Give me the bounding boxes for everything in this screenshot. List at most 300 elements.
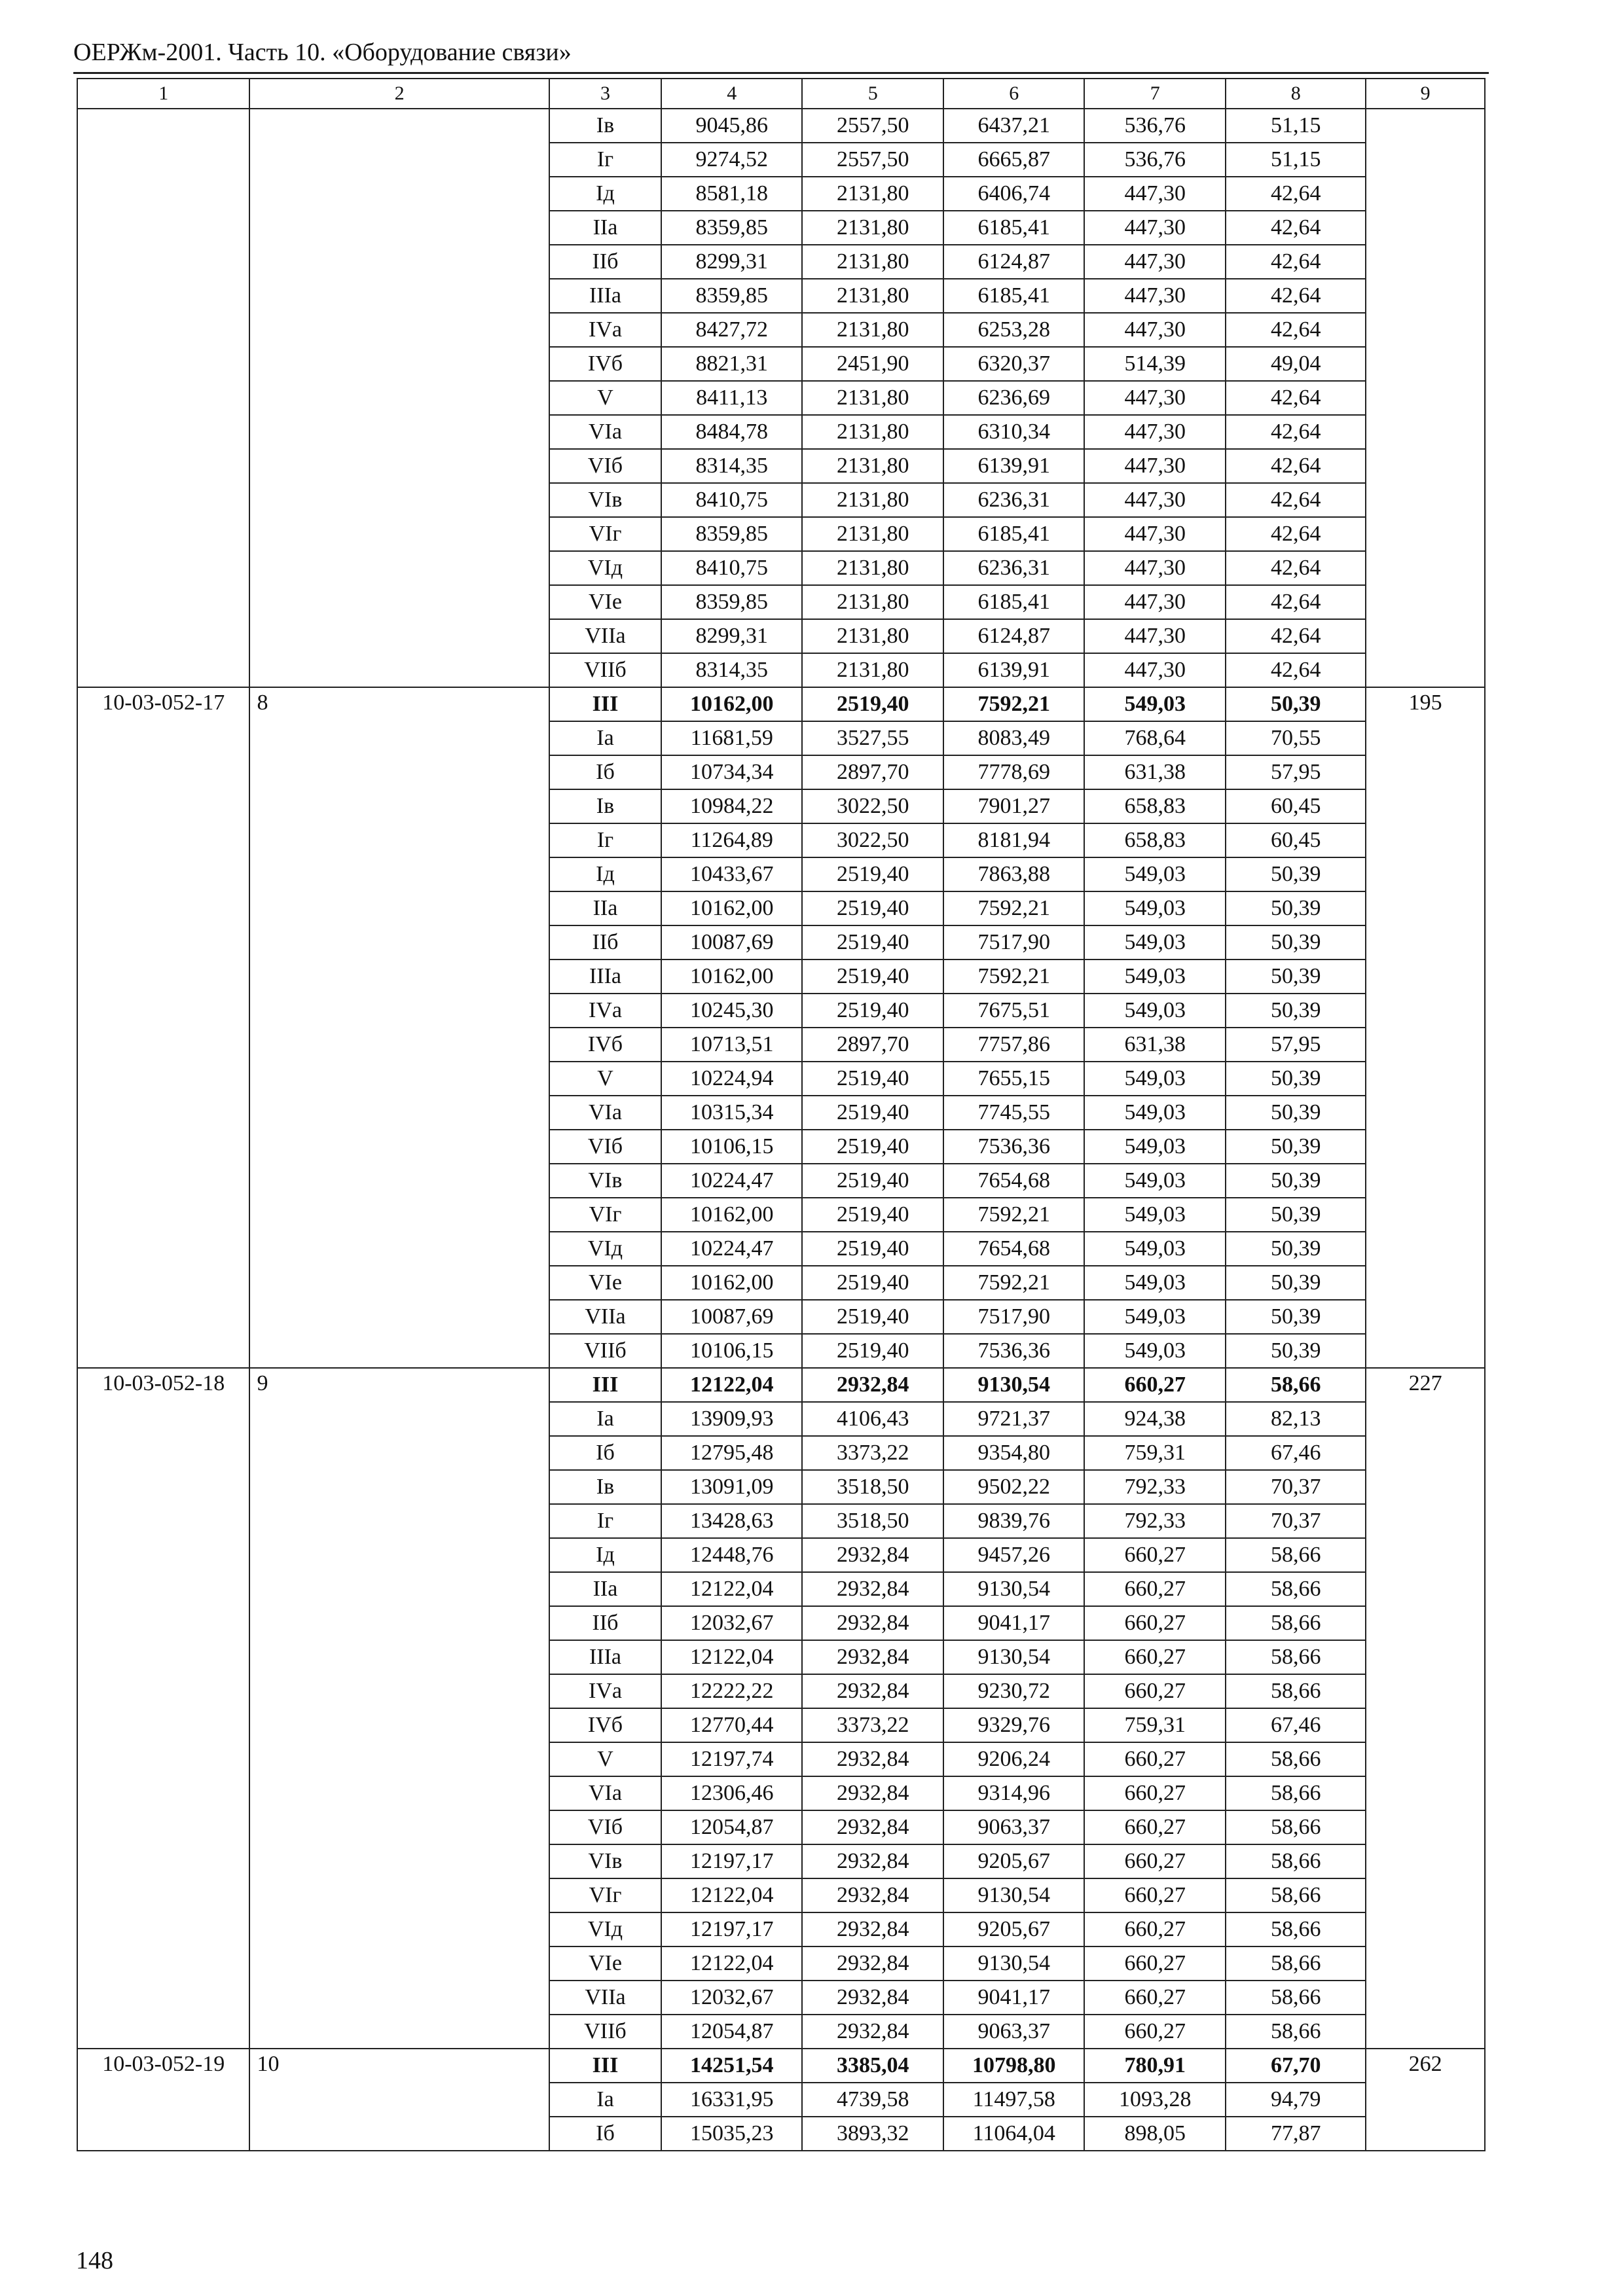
value-cell: 8314,35 [661, 653, 802, 687]
zone-cell: Iг [549, 143, 662, 177]
zone-cell: V [549, 381, 662, 415]
value-cell: 447,30 [1084, 245, 1226, 279]
value-cell: 8484,78 [661, 415, 802, 449]
column-header: 3 [549, 79, 662, 109]
column-header: 6 [943, 79, 1084, 109]
zone-cell: VIIб [549, 653, 662, 687]
value-cell: 6185,41 [943, 585, 1084, 619]
value-cell: 2932,84 [802, 1810, 943, 1844]
value-cell: 447,30 [1084, 313, 1226, 347]
value-cell: 549,03 [1084, 1062, 1226, 1096]
value-cell: 9041,17 [943, 1606, 1084, 1640]
value-cell: 50,39 [1226, 1130, 1366, 1164]
value-cell: 2519,40 [802, 1334, 943, 1368]
value-cell: 2519,40 [802, 994, 943, 1028]
value-cell: 792,33 [1084, 1504, 1226, 1538]
value-cell: 9205,67 [943, 1912, 1084, 1946]
value-cell: 42,64 [1226, 415, 1366, 449]
value-cell: 50,39 [1226, 1096, 1366, 1130]
value-cell: 660,27 [1084, 1844, 1226, 1878]
zone-cell: Iб [549, 1436, 662, 1470]
value-cell: 6236,31 [943, 551, 1084, 585]
value-cell: 42,64 [1226, 381, 1366, 415]
value-cell: 10106,15 [661, 1334, 802, 1368]
value-cell: 7536,36 [943, 1334, 1084, 1368]
zone-cell: IVа [549, 994, 662, 1028]
table-row [77, 687, 1485, 721]
value-cell: 6310,34 [943, 415, 1084, 449]
value-cell: 10162,00 [661, 1198, 802, 1232]
value-cell: 42,64 [1226, 585, 1366, 619]
value-cell: 82,13 [1226, 1402, 1366, 1436]
zone-cell: Iг [549, 1504, 662, 1538]
column-9-cell: 262 [1366, 2049, 1485, 2151]
value-cell: 57,95 [1226, 1028, 1366, 1062]
value-cell: 7655,15 [943, 1062, 1084, 1096]
value-cell: 4739,58 [802, 2083, 943, 2117]
column-9-cell: 195 [1366, 687, 1485, 1368]
value-cell: 2557,50 [802, 109, 943, 143]
value-cell: 549,03 [1084, 1334, 1226, 1368]
zone-cell: Iд [549, 857, 662, 891]
value-cell: 2131,80 [802, 483, 943, 517]
value-cell: 2131,80 [802, 415, 943, 449]
value-cell: 2131,80 [802, 211, 943, 245]
value-cell: 12770,44 [661, 1708, 802, 1742]
value-cell: 60,45 [1226, 823, 1366, 857]
rate-name-cell: 10 [249, 2049, 549, 2151]
value-cell: 6185,41 [943, 517, 1084, 551]
value-cell: 536,76 [1084, 143, 1226, 177]
zone-cell: IIIа [549, 1640, 662, 1674]
value-cell: 11264,89 [661, 823, 802, 857]
value-cell: 94,79 [1226, 2083, 1366, 2117]
table-row [77, 109, 1485, 143]
value-cell: 2131,80 [802, 551, 943, 585]
value-cell: 12122,04 [661, 1878, 802, 1912]
zone-cell: VIб [549, 449, 662, 483]
value-cell: 6236,69 [943, 381, 1084, 415]
value-cell: 10162,00 [661, 891, 802, 925]
value-cell: 6124,87 [943, 245, 1084, 279]
zone-cell: Iв [549, 789, 662, 823]
value-cell: 10224,94 [661, 1062, 802, 1096]
value-cell: 67,46 [1226, 1708, 1366, 1742]
zone-cell: VIIа [549, 1981, 662, 2015]
value-cell: 3385,04 [802, 2049, 943, 2083]
zone-cell: VIIа [549, 1300, 662, 1334]
value-cell: 6320,37 [943, 347, 1084, 381]
value-cell: 660,27 [1084, 1946, 1226, 1981]
value-cell: 7536,36 [943, 1130, 1084, 1164]
value-cell: 9130,54 [943, 1572, 1084, 1606]
value-cell: 50,39 [1226, 1164, 1366, 1198]
zone-cell: III [549, 1368, 662, 1402]
value-cell: 60,45 [1226, 789, 1366, 823]
value-cell: 10224,47 [661, 1232, 802, 1266]
value-cell: 2519,40 [802, 960, 943, 994]
value-cell: 447,30 [1084, 279, 1226, 313]
value-cell: 549,03 [1084, 891, 1226, 925]
value-cell: 8299,31 [661, 245, 802, 279]
value-cell: 2932,84 [802, 1946, 943, 1981]
zone-cell: Iв [549, 1470, 662, 1504]
value-cell: 7745,55 [943, 1096, 1084, 1130]
value-cell: 7517,90 [943, 925, 1084, 960]
value-cell: 8314,35 [661, 449, 802, 483]
zone-cell: IVб [549, 347, 662, 381]
zone-cell: III [549, 687, 662, 721]
value-cell: 924,38 [1084, 1402, 1226, 1436]
zone-cell: V [549, 1062, 662, 1096]
value-cell: 447,30 [1084, 619, 1226, 653]
zone-cell: IVа [549, 313, 662, 347]
value-cell: 2519,40 [802, 1232, 943, 1266]
value-cell: 7592,21 [943, 687, 1084, 721]
value-cell: 9130,54 [943, 1878, 1084, 1912]
zone-cell: IVа [549, 1674, 662, 1708]
value-cell: 58,66 [1226, 1606, 1366, 1640]
value-cell: 50,39 [1226, 857, 1366, 891]
value-cell: 549,03 [1084, 1130, 1226, 1164]
value-cell: 660,27 [1084, 1878, 1226, 1912]
value-cell: 7592,21 [943, 1266, 1084, 1300]
rate-code-cell: 10-03-052-17 [77, 687, 249, 1368]
document-title: ОЕРЖм-2001. Часть 10. «Оборудование связи» [73, 39, 572, 66]
value-cell: 8581,18 [661, 177, 802, 211]
value-cell: 10087,69 [661, 1300, 802, 1334]
value-cell: 50,39 [1226, 1062, 1366, 1096]
value-cell: 2932,84 [802, 2015, 943, 2049]
value-cell: 9274,52 [661, 143, 802, 177]
value-cell: 9457,26 [943, 1538, 1084, 1572]
value-cell: 3373,22 [802, 1436, 943, 1470]
zone-cell: VIг [549, 517, 662, 551]
value-cell: 13428,63 [661, 1504, 802, 1538]
value-cell: 8359,85 [661, 585, 802, 619]
value-cell: 549,03 [1084, 1198, 1226, 1232]
zone-cell: VIв [549, 1844, 662, 1878]
value-cell: 2897,70 [802, 1028, 943, 1062]
value-cell: 9130,54 [943, 1946, 1084, 1981]
value-cell: 7863,88 [943, 857, 1084, 891]
value-cell: 549,03 [1084, 1096, 1226, 1130]
value-cell: 42,64 [1226, 449, 1366, 483]
value-cell: 12197,17 [661, 1844, 802, 1878]
column-header: 5 [802, 79, 943, 109]
value-cell: 660,27 [1084, 1912, 1226, 1946]
value-cell: 9130,54 [943, 1368, 1084, 1402]
zone-cell: VIе [549, 1266, 662, 1300]
value-cell: 10162,00 [661, 1266, 802, 1300]
title-rule [73, 72, 1489, 74]
zone-cell: IIб [549, 245, 662, 279]
value-cell: 447,30 [1084, 211, 1226, 245]
value-cell: 12122,04 [661, 1640, 802, 1674]
value-cell: 42,64 [1226, 177, 1366, 211]
value-cell: 660,27 [1084, 1640, 1226, 1674]
value-cell: 549,03 [1084, 687, 1226, 721]
value-cell: 3518,50 [802, 1504, 943, 1538]
value-cell: 660,27 [1084, 2015, 1226, 2049]
value-cell: 70,37 [1226, 1504, 1366, 1538]
column-header: 8 [1226, 79, 1366, 109]
value-cell: 2131,80 [802, 381, 943, 415]
value-cell: 7675,51 [943, 994, 1084, 1028]
zone-cell: VIе [549, 585, 662, 619]
value-cell: 2932,84 [802, 1674, 943, 1708]
zone-cell: Iв [549, 109, 662, 143]
value-cell: 447,30 [1084, 483, 1226, 517]
value-cell: 9721,37 [943, 1402, 1084, 1436]
value-cell: 12054,87 [661, 1810, 802, 1844]
zone-cell: VIв [549, 483, 662, 517]
zone-cell: VIд [549, 551, 662, 585]
header-row [77, 79, 1485, 109]
table-body [77, 79, 1485, 2151]
zone-cell: VIд [549, 1232, 662, 1266]
zone-cell: VIа [549, 1096, 662, 1130]
rate-code-cell [77, 109, 249, 687]
value-cell: 2519,40 [802, 687, 943, 721]
zone-cell: V [549, 1742, 662, 1776]
value-cell: 2932,84 [802, 1640, 943, 1674]
value-cell: 42,64 [1226, 551, 1366, 585]
zone-cell: VIб [549, 1810, 662, 1844]
value-cell: 42,64 [1226, 313, 1366, 347]
zone-cell: Iг [549, 823, 662, 857]
zone-cell: Iд [549, 1538, 662, 1572]
value-cell: 2932,84 [802, 1912, 943, 1946]
value-cell: 7517,90 [943, 1300, 1084, 1334]
zone-cell: IIа [549, 891, 662, 925]
value-cell: 12122,04 [661, 1572, 802, 1606]
zone-cell: IIа [549, 211, 662, 245]
value-cell: 6437,21 [943, 109, 1084, 143]
value-cell: 8410,75 [661, 483, 802, 517]
value-cell: 3518,50 [802, 1470, 943, 1504]
value-cell: 660,27 [1084, 1572, 1226, 1606]
value-cell: 536,76 [1084, 109, 1226, 143]
value-cell: 10106,15 [661, 1130, 802, 1164]
value-cell: 2131,80 [802, 313, 943, 347]
column-header: 2 [249, 79, 549, 109]
table-row [77, 1368, 1485, 1402]
value-cell: 9130,54 [943, 1640, 1084, 1674]
zone-cell: Iа [549, 1402, 662, 1436]
value-cell: 10224,47 [661, 1164, 802, 1198]
value-cell: 58,66 [1226, 1776, 1366, 1810]
value-cell: 792,33 [1084, 1470, 1226, 1504]
value-cell: 8410,75 [661, 551, 802, 585]
value-cell: 8359,85 [661, 211, 802, 245]
value-cell: 447,30 [1084, 415, 1226, 449]
value-cell: 51,15 [1226, 109, 1366, 143]
value-cell: 77,87 [1226, 2117, 1366, 2151]
column-header: 1 [77, 79, 249, 109]
value-cell: 8299,31 [661, 619, 802, 653]
rate-name-cell: 9 [249, 1368, 549, 2049]
value-cell: 9206,24 [943, 1742, 1084, 1776]
value-cell: 6185,41 [943, 279, 1084, 313]
value-cell: 2519,40 [802, 1164, 943, 1198]
value-cell: 57,95 [1226, 755, 1366, 789]
value-cell: 658,83 [1084, 789, 1226, 823]
value-cell: 49,04 [1226, 347, 1366, 381]
value-cell: 759,31 [1084, 1708, 1226, 1742]
value-cell: 42,64 [1226, 653, 1366, 687]
value-cell: 12197,17 [661, 1912, 802, 1946]
value-cell: 2131,80 [802, 449, 943, 483]
zone-cell: Iб [549, 2117, 662, 2151]
value-cell: 447,30 [1084, 517, 1226, 551]
value-cell: 70,55 [1226, 721, 1366, 755]
value-cell: 2131,80 [802, 517, 943, 551]
value-cell: 15035,23 [661, 2117, 802, 2151]
value-cell: 12306,46 [661, 1776, 802, 1810]
value-cell: 6253,28 [943, 313, 1084, 347]
value-cell: 2557,50 [802, 143, 943, 177]
value-cell: 631,38 [1084, 1028, 1226, 1062]
value-cell: 70,37 [1226, 1470, 1366, 1504]
value-cell: 2932,84 [802, 1606, 943, 1640]
price-table [77, 78, 1486, 2151]
value-cell: 2519,40 [802, 1198, 943, 1232]
value-cell: 7757,86 [943, 1028, 1084, 1062]
rate-code-cell: 10-03-052-19 [77, 2049, 249, 2151]
value-cell: 58,66 [1226, 1640, 1366, 1674]
value-cell: 8359,85 [661, 279, 802, 313]
value-cell: 10162,00 [661, 960, 802, 994]
column-header: 7 [1084, 79, 1226, 109]
value-cell: 768,64 [1084, 721, 1226, 755]
value-cell: 50,39 [1226, 1300, 1366, 1334]
zone-cell: VIа [549, 1776, 662, 1810]
column-header: 9 [1366, 79, 1485, 109]
value-cell: 58,66 [1226, 1572, 1366, 1606]
value-cell: 9063,37 [943, 2015, 1084, 2049]
value-cell: 2519,40 [802, 1062, 943, 1096]
value-cell: 2519,40 [802, 925, 943, 960]
value-cell: 6406,74 [943, 177, 1084, 211]
value-cell: 447,30 [1084, 381, 1226, 415]
value-cell: 549,03 [1084, 1164, 1226, 1198]
value-cell: 2932,84 [802, 1981, 943, 2015]
value-cell: 7654,68 [943, 1164, 1084, 1198]
value-cell: 50,39 [1226, 1232, 1366, 1266]
value-cell: 660,27 [1084, 1538, 1226, 1572]
value-cell: 42,64 [1226, 483, 1366, 517]
zone-cell: VIв [549, 1164, 662, 1198]
value-cell: 12054,87 [661, 2015, 802, 2049]
value-cell: 10713,51 [661, 1028, 802, 1062]
column-header: 4 [661, 79, 802, 109]
value-cell: 660,27 [1084, 1810, 1226, 1844]
page-number: 148 [76, 2247, 113, 2274]
value-cell: 58,66 [1226, 1538, 1366, 1572]
value-cell: 2131,80 [802, 585, 943, 619]
value-cell: 11064,04 [943, 2117, 1084, 2151]
value-cell: 2519,40 [802, 1300, 943, 1334]
zone-cell: IVб [549, 1708, 662, 1742]
value-cell: 2131,80 [802, 245, 943, 279]
value-cell: 42,64 [1226, 517, 1366, 551]
value-cell: 11681,59 [661, 721, 802, 755]
value-cell: 9354,80 [943, 1436, 1084, 1470]
value-cell: 58,66 [1226, 1946, 1366, 1981]
value-cell: 447,30 [1084, 177, 1226, 211]
value-cell: 10984,22 [661, 789, 802, 823]
zone-cell: IIа [549, 1572, 662, 1606]
value-cell: 2932,84 [802, 1878, 943, 1912]
value-cell: 12197,74 [661, 1742, 802, 1776]
value-cell: 50,39 [1226, 1334, 1366, 1368]
value-cell: 6139,91 [943, 653, 1084, 687]
value-cell: 658,83 [1084, 823, 1226, 857]
value-cell: 447,30 [1084, 449, 1226, 483]
value-cell: 549,03 [1084, 1266, 1226, 1300]
value-cell: 2131,80 [802, 177, 943, 211]
value-cell: 42,64 [1226, 279, 1366, 313]
value-cell: 12032,67 [661, 1606, 802, 1640]
value-cell: 3022,50 [802, 789, 943, 823]
value-cell: 50,39 [1226, 687, 1366, 721]
value-cell: 8427,72 [661, 313, 802, 347]
value-cell: 50,39 [1226, 994, 1366, 1028]
value-cell: 3527,55 [802, 721, 943, 755]
value-cell: 7592,21 [943, 960, 1084, 994]
value-cell: 759,31 [1084, 1436, 1226, 1470]
value-cell: 58,66 [1226, 2015, 1366, 2049]
value-cell: 58,66 [1226, 1981, 1366, 2015]
value-cell: 2519,40 [802, 891, 943, 925]
value-cell: 10162,00 [661, 687, 802, 721]
value-cell: 10315,34 [661, 1096, 802, 1130]
value-cell: 12122,04 [661, 1946, 802, 1981]
value-cell: 7654,68 [943, 1232, 1084, 1266]
value-cell: 3893,32 [802, 2117, 943, 2151]
value-cell: 631,38 [1084, 755, 1226, 789]
zone-cell: Iд [549, 177, 662, 211]
value-cell: 660,27 [1084, 1742, 1226, 1776]
value-cell: 7778,69 [943, 755, 1084, 789]
column-9-cell [1366, 109, 1485, 687]
value-cell: 12222,22 [661, 1674, 802, 1708]
value-cell: 9041,17 [943, 1981, 1084, 2015]
value-cell: 447,30 [1084, 653, 1226, 687]
value-cell: 8083,49 [943, 721, 1084, 755]
value-cell: 50,39 [1226, 925, 1366, 960]
value-cell: 42,64 [1226, 211, 1366, 245]
value-cell: 549,03 [1084, 857, 1226, 891]
zone-cell: VIе [549, 1946, 662, 1981]
value-cell: 2519,40 [802, 1266, 943, 1300]
value-cell: 447,30 [1084, 585, 1226, 619]
column-9-cell: 227 [1366, 1368, 1485, 2049]
value-cell: 8821,31 [661, 347, 802, 381]
zone-cell: VIг [549, 1198, 662, 1232]
value-cell: 9314,96 [943, 1776, 1084, 1810]
value-cell: 50,39 [1226, 891, 1366, 925]
value-cell: 3373,22 [802, 1708, 943, 1742]
value-cell: 549,03 [1084, 925, 1226, 960]
value-cell: 6665,87 [943, 143, 1084, 177]
value-cell: 7901,27 [943, 789, 1084, 823]
value-cell: 2932,84 [802, 1742, 943, 1776]
value-cell: 51,15 [1226, 143, 1366, 177]
value-cell: 6139,91 [943, 449, 1084, 483]
value-cell: 660,27 [1084, 1606, 1226, 1640]
